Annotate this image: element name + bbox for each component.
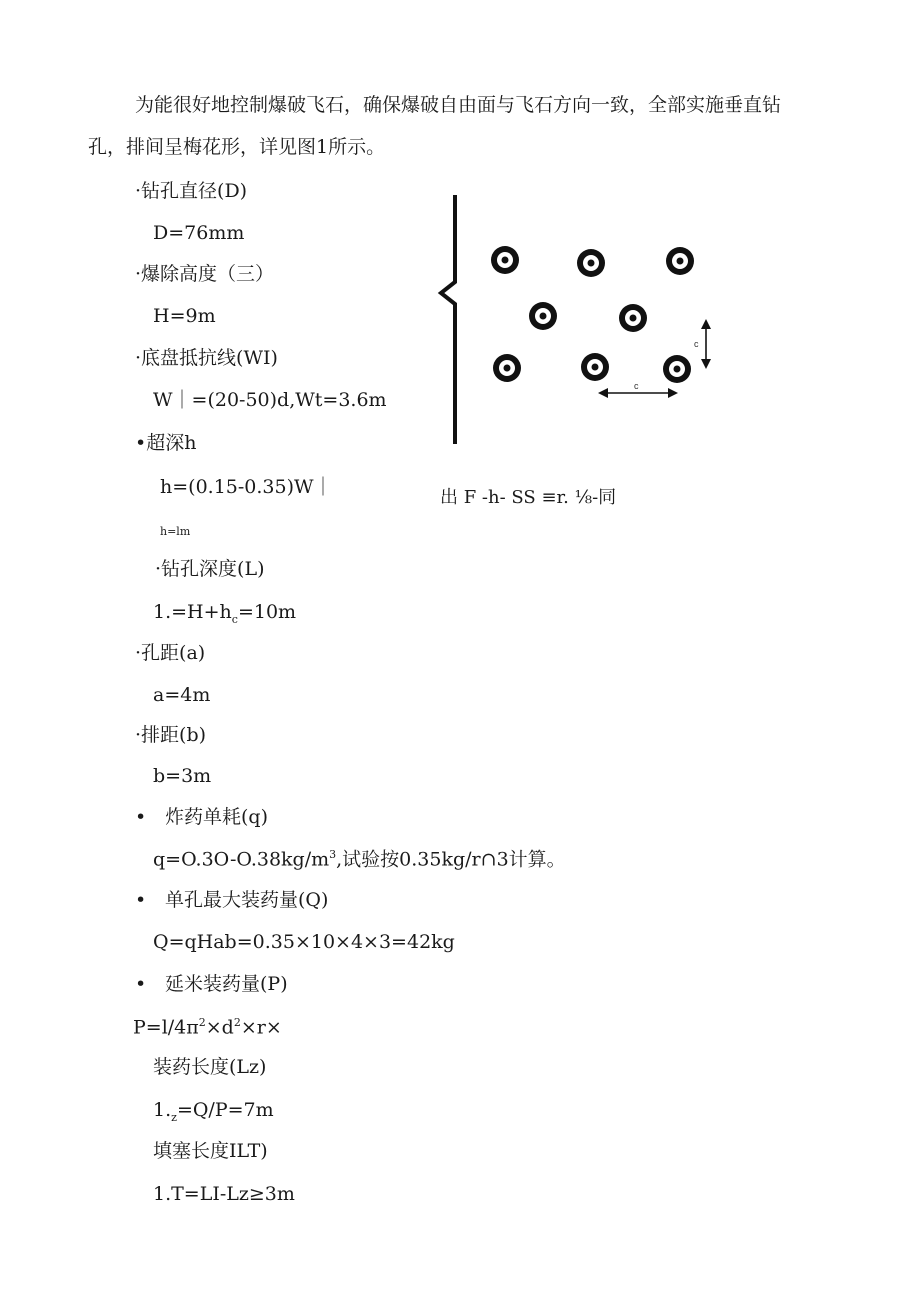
drill-hole bbox=[619, 304, 647, 332]
param-burden-value: W｜=(20-50)d,Wt=3.6m bbox=[153, 389, 387, 411]
bench-face-line bbox=[441, 195, 455, 444]
param-max-charge-value: Q=qHab=0.35×10×4×3=42kg bbox=[153, 931, 455, 953]
param-bench-height-value: H=9m bbox=[153, 305, 216, 327]
param-max-charge-bullet: • bbox=[135, 889, 147, 911]
row-spacing-dimension-arrow bbox=[701, 319, 711, 369]
param-stemming-length-heading: 填塞长度ILT) bbox=[153, 1140, 268, 1162]
param-powder-factor-value: $q=O.3O-O.38kg∕m^3$,试验按0.35kg∕r∩3计算。 bbox=[153, 848, 566, 871]
param-hole-depth-value: $1.=H+h_c=10m$ bbox=[153, 601, 297, 626]
param-charge-length-value: $1._z=Q∕P=7m$ bbox=[153, 1099, 274, 1124]
param-linear-charge-heading: 延米装药量(P) bbox=[165, 973, 288, 995]
param-burden-heading: ·底盘抵抗线(WI) bbox=[135, 347, 278, 369]
param-row-spacing-value: b=3m bbox=[153, 765, 212, 787]
param-powder-factor-heading: 炸药单耗(q) bbox=[165, 806, 268, 828]
drill-hole bbox=[581, 353, 609, 381]
param-row-spacing-heading: ·排距(b) bbox=[135, 724, 207, 746]
drill-hole bbox=[577, 249, 605, 277]
param-subdrill-formula: h=(0.15-0.35)W｜ bbox=[160, 476, 333, 498]
drill-hole bbox=[666, 247, 694, 275]
param-linear-charge-value: $P=l∕4\pi^2\times d^2\times r\times$ bbox=[133, 1016, 282, 1039]
param-subdrill-note: h=lm bbox=[160, 525, 191, 538]
param-subdrill-heading: •超深h bbox=[135, 432, 197, 454]
param-hole-depth-heading: ·钻孔深度(L) bbox=[155, 558, 265, 580]
param-max-charge-heading: 单孔最大装药量(Q) bbox=[165, 889, 329, 911]
param-drill-diameter-heading: ·钻孔直径(D) bbox=[135, 180, 248, 202]
param-hole-spacing-heading: ·孔距(a) bbox=[135, 642, 206, 664]
param-hole-spacing-value: a=4m bbox=[153, 684, 211, 706]
param-linear-charge-bullet: • bbox=[135, 973, 147, 995]
param-charge-length-heading: 装药长度(Lz) bbox=[153, 1056, 267, 1078]
drill-hole bbox=[663, 355, 691, 383]
row-spacing-label: c bbox=[694, 339, 699, 349]
param-bench-height-heading: ·爆除高度（三） bbox=[135, 263, 275, 285]
figure-caption: 出 F -h- SS ≡r. ⅛-同 bbox=[440, 487, 617, 508]
param-powder-factor-bullet: • bbox=[135, 806, 147, 828]
drill-hole bbox=[491, 246, 519, 274]
drill-hole bbox=[493, 354, 521, 382]
param-stemming-length-value: 1.T=LI-Lz≥3m bbox=[153, 1183, 295, 1205]
hole-spacing-label: c bbox=[634, 381, 639, 391]
drill-hole bbox=[529, 302, 557, 330]
param-drill-diameter-value: D=76mm bbox=[153, 222, 245, 244]
intro-line-1: 为能很好地控制爆破飞石，确保爆破自由面与飞石方向一致，全部实施垂直钻 bbox=[135, 94, 782, 116]
intro-line-2: 孔，排间呈梅花形，详见图1所示。 bbox=[88, 136, 386, 158]
